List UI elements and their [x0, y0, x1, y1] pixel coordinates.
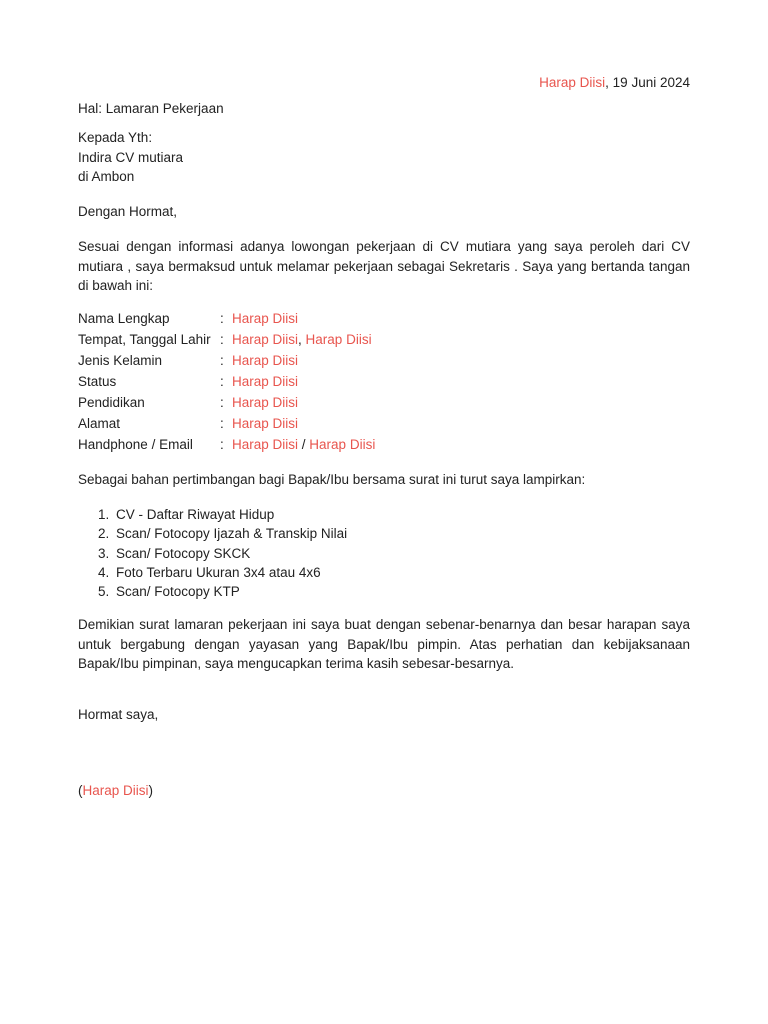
placeholder-text: Harap Diisi [232, 395, 299, 410]
attachments-intro: Sebagai bahan pertimbangan bagi Bapak/Ibu bersama surat ini turut saya lampirkan: [78, 472, 586, 487]
info-row [78, 310, 375, 331]
placeholder-text: Harap Diisi [232, 437, 299, 452]
list-number: 4. [98, 564, 110, 580]
info-value [232, 436, 375, 457]
info-separator: : [220, 311, 224, 326]
info-row [78, 394, 375, 415]
info-label: Jenis Kelamin [78, 353, 163, 368]
info-label: Handphone / Email [78, 437, 193, 452]
placeholder-text: Harap Diisi [305, 332, 372, 347]
placeholder-text: Harap Diisi [232, 416, 299, 431]
info-label: Alamat [78, 416, 121, 431]
list-text: Scan/ Fotocopy KTP [116, 584, 240, 600]
list-number: 2. [98, 526, 110, 542]
list-text: Scan/ Fotocopy SKCK [116, 545, 251, 561]
signature-open: ( [78, 783, 83, 798]
info-value [232, 352, 375, 373]
greeting: Dengan Hormat, [78, 204, 178, 219]
signature-close: ) [148, 783, 154, 798]
letter-subject: Hal: Lamaran Pekerjaan [78, 101, 224, 116]
attachments-list [98, 505, 347, 601]
info-value [232, 331, 375, 352]
info-separator: : [220, 416, 224, 431]
info-row [78, 415, 375, 436]
recipient-name: Indira CV mutiara [78, 149, 184, 165]
list-text: Foto Terbaru Ukuran 3x4 atau 4x6 [116, 564, 321, 580]
value-joiner: / [298, 437, 310, 452]
info-value [232, 394, 375, 415]
list-item [98, 524, 347, 543]
list-item [98, 563, 347, 582]
list-number: 1. [98, 507, 110, 522]
letter-date [539, 74, 690, 91]
date-placeholder: Harap Diisi [539, 75, 606, 90]
info-separator: : [220, 437, 224, 452]
info-label: Nama Lengkap [78, 311, 170, 326]
closing-paragraph: Demikian surat lamaran pekerjaan ini saya buat dengan sebenar-benarnya dan besar harapan saya untuk bergabung dengan yayasan yang Bapak/Ibu pimpin. Atas perhatian dan kebijaksanaan Bapak/Ibu pimpinan, saya mengucapkan terima kasih sebesar-besarnya. [78, 617, 690, 671]
applicant-info-table [78, 310, 375, 457]
info-separator: : [220, 374, 224, 389]
info-separator: : [220, 332, 224, 347]
list-text: CV - Daftar Riwayat Hidup [116, 507, 275, 522]
signature-placeholder: Harap Diisi [82, 783, 149, 798]
info-value [232, 373, 375, 394]
signature-block [78, 783, 153, 798]
info-row [78, 373, 375, 394]
info-value [232, 415, 375, 436]
value-joiner: , [298, 332, 306, 347]
list-text: Scan/ Fotocopy Ijazah & Transkip Nilai [116, 526, 348, 542]
info-value [232, 310, 375, 331]
info-row [78, 352, 375, 373]
info-separator: : [220, 395, 224, 410]
recipient-line: Kepada Yth: [78, 130, 153, 145]
list-number: 3. [98, 545, 110, 561]
regards: Hormat saya, [78, 707, 159, 722]
list-number: 5. [98, 584, 110, 600]
intro-paragraph: Sesuai dengan informasi adanya lowongan pekerjaan di CV mutiara yang saya peroleh dari CV mutiara , saya bermaksud untuk melamar pekerjaan sebagai Sekretaris . Saya yang bertanda tangan di bawah ini: [78, 239, 690, 293]
recipient-block [78, 128, 183, 187]
placeholder-text: Harap Diisi [232, 332, 299, 347]
list-item [98, 505, 347, 524]
date-text: , 19 Juni 2024 [605, 75, 690, 90]
placeholder-text: Harap Diisi [232, 374, 299, 389]
list-item [98, 544, 347, 563]
info-row [78, 331, 375, 352]
info-label: Pendidikan [78, 395, 145, 410]
placeholder-text: Harap Diisi [232, 353, 299, 368]
info-label: Status [78, 374, 117, 389]
recipient-location: di Ambon [78, 169, 135, 184]
info-separator: : [220, 353, 224, 368]
list-item [98, 582, 347, 601]
placeholder-text: Harap Diisi [232, 311, 299, 326]
placeholder-text: Harap Diisi [309, 437, 376, 452]
info-row [78, 436, 375, 457]
info-label: Tempat, Tanggal Lahir [78, 332, 211, 347]
